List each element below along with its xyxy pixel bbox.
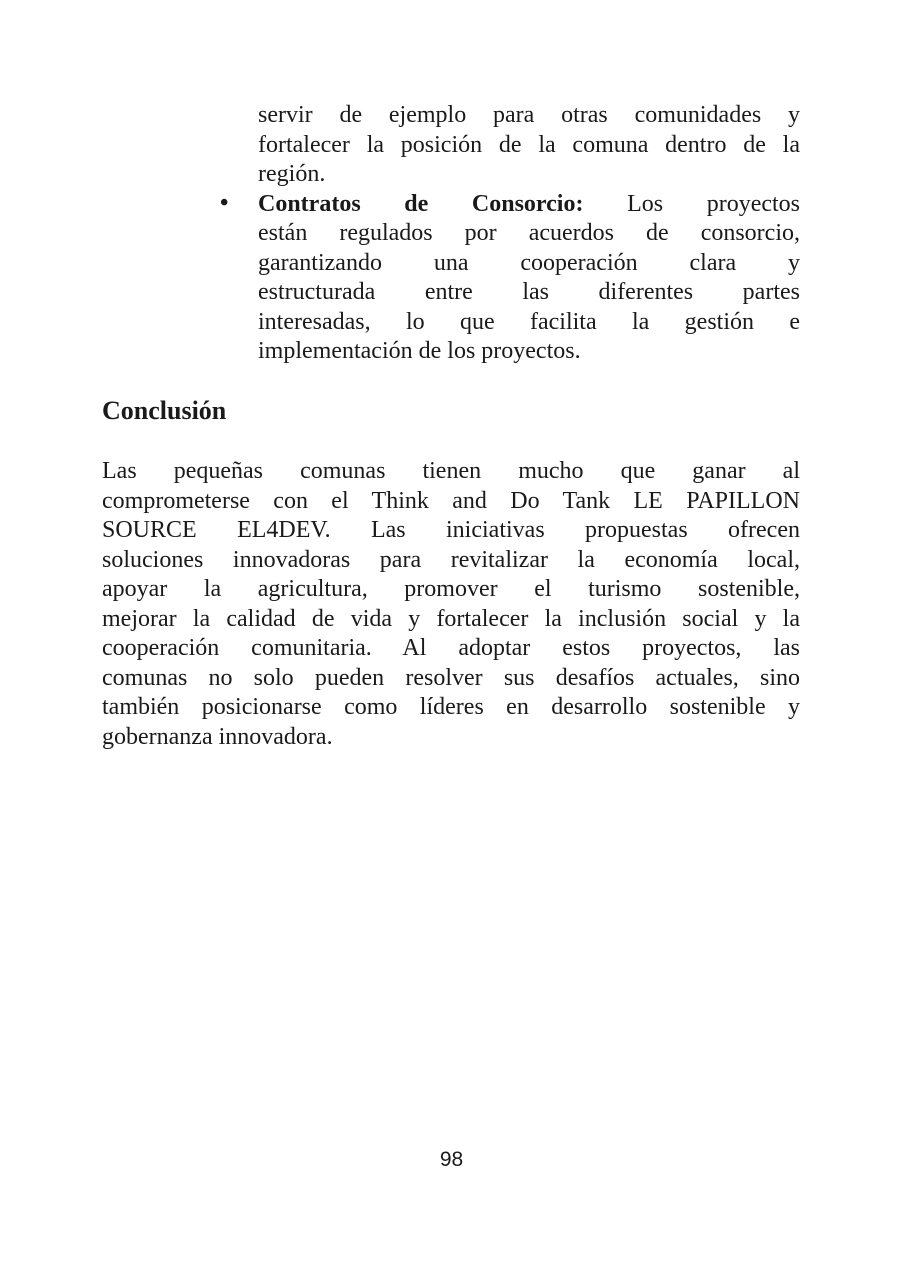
text-line: mejorar la calidad de vida y fortalecer la inclusión social y la <box>102 605 800 632</box>
text-line: comprometerse con el Think and Do Tank LE PAPILLON <box>102 487 800 514</box>
text-line: región. <box>258 161 326 187</box>
text-line: SOURCE EL4DEV. Las iniciativas propuestas ofrecen <box>102 517 800 543</box>
section-heading: Conclusión <box>102 396 227 425</box>
text-line: Las pequeñas comunas tienen mucho que ganar al <box>102 458 800 484</box>
bullet-list-block <box>220 101 800 367</box>
bullet-marker: • <box>220 189 229 216</box>
text-line: estructurada entre las diferentes partes <box>258 279 800 305</box>
text-line: comunas no solo pueden resolver sus desafíos actuales, sino <box>102 664 800 691</box>
text-line: cooperación comunitaria. Al adoptar estos proyectos, las <box>102 635 800 661</box>
text-line: están regulados por acuerdos de consorcio, <box>258 220 800 246</box>
text-line: fortalecer la posición de la comuna dentro de la <box>258 131 800 158</box>
text-line: interesadas, lo que facilita la gestión e <box>258 308 800 335</box>
text-line: también posicionarse como líderes en desarrollo sostenible y <box>102 694 800 720</box>
page-number: 98 <box>439 1148 464 1171</box>
conclusion-paragraph <box>102 457 800 752</box>
bullet-item-bold-lead: Contratos de Consorcio: <box>258 190 584 217</box>
text-line: garantizando una cooperación clara y <box>258 249 800 276</box>
bullet-item-lead-line <box>220 189 800 220</box>
text-line: apoyar la agricultura, promover el turismo sostenible, <box>102 576 800 602</box>
text-line: servir de ejemplo para otras comunidades y <box>258 102 800 128</box>
text-line: soluciones innovadoras para revitalizar la economía local, <box>102 546 800 573</box>
text-line: implementación de los proyectos. <box>258 338 581 364</box>
bullet-item-lead-rest: Los proyectos <box>627 190 800 217</box>
text-line: gobernanza innovadora. <box>102 723 333 750</box>
